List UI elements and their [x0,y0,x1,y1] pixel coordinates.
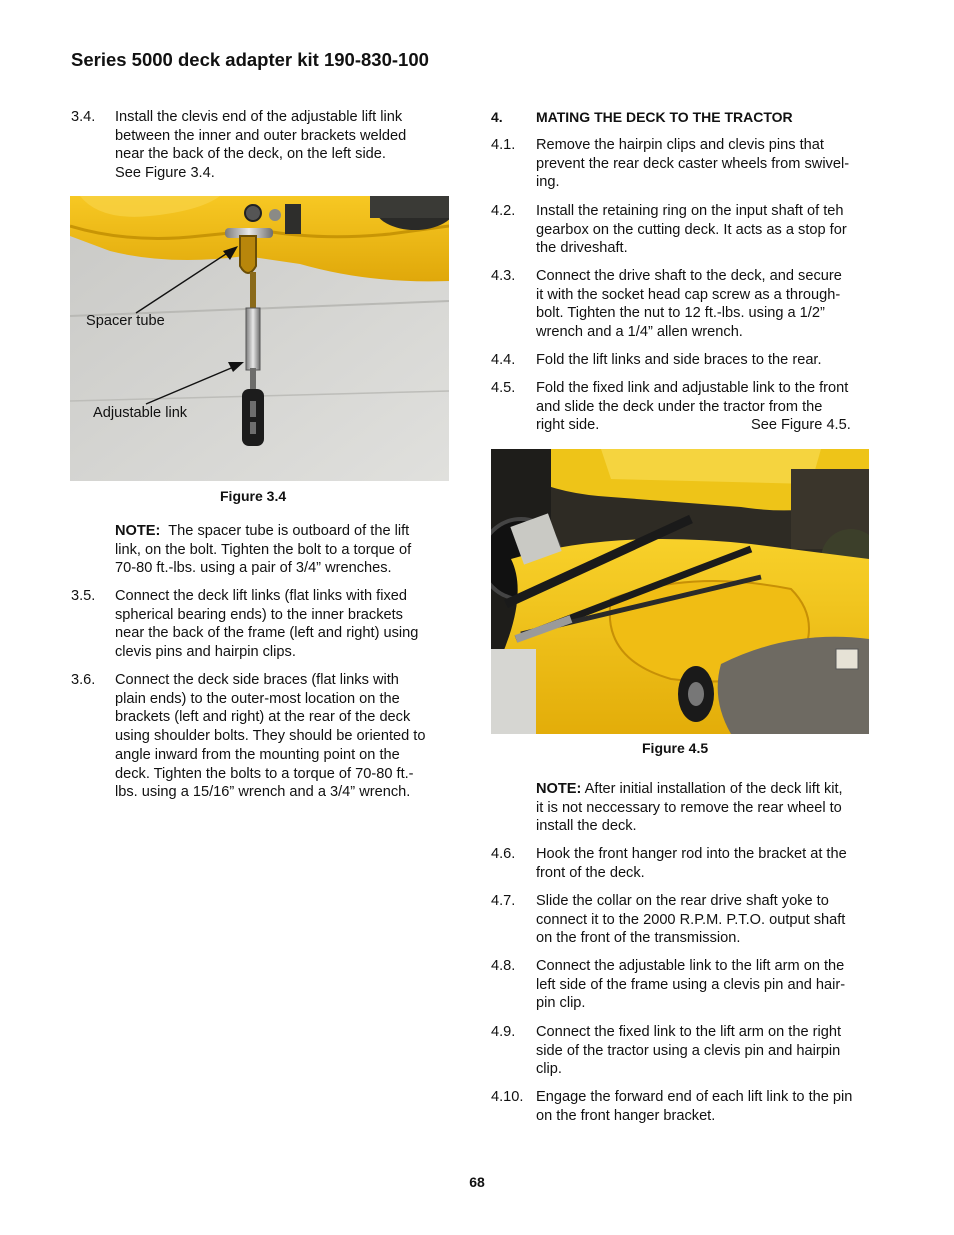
step-number: 4.5. [491,380,516,396]
step-text-line: plain ends) to the outer-most location on the [115,690,400,707]
step-text-line: gearbox on the cutting deck. It acts as a stop for [536,221,847,238]
step-text-line: Connect the deck lift links (flat links with fixed [115,588,407,604]
step-text-line: brackets (left and right) at the rear of the deck [115,709,411,726]
step-number: 4.2. [491,203,516,219]
note-text-line: install the deck. [536,818,637,835]
step-text-line: clevis pins and hairpin clips. [115,644,296,661]
step-text-line: deck. Tighten the bolts to a torque of 70-80 ft.- [115,765,414,782]
figure-3-4-caption: Figure 3.4 [220,488,287,504]
step-text-line: pin clip. [536,995,586,1012]
step-text-line: spherical bearing ends) to the inner brackets [115,606,403,623]
step-number: 3.5. [71,588,96,604]
note-4-5 [536,780,876,836]
note-text-line: The spacer tube is outboard of the lift [168,523,410,539]
step-text-line: Connect the deck side braces (flat links with [115,672,399,688]
step-text-line: Remove the hairpin clips and clevis pins that [536,137,824,153]
note-text-line: it is not neccessary to remove the rear wheel to [536,799,842,816]
step-text-line: Engage the forward end of each lift link to the pin [536,1089,853,1105]
note-text-line: link, on the bolt. Tighten the bolt to a torque of [115,541,412,558]
step-text-line: angle inward from the mounting point on the [115,746,400,763]
step-number: 4.6. [491,846,516,862]
note-label: NOTE: [115,523,161,539]
step-text-line: near the back of the frame (left and right) using [115,625,419,642]
step-text-line: and slide the deck under the tractor from the [536,398,823,415]
step-text-line: on the front of the transmission. [536,930,741,947]
figure-4-5-caption: Figure 4.5 [642,740,709,756]
note-3-4 [115,522,455,578]
step-text-line: Fold the lift links and side braces to the rear. [536,352,822,368]
step-text-line: Slide the collar on the rear drive shaft yoke to [536,893,829,909]
section-number: 4. [491,109,503,125]
step-text-line: Connect the drive shaft to the deck, and secure [536,268,842,284]
page-title: Series 5000 deck adapter kit 190-830-100 [71,49,429,70]
step-number: 4.7. [491,893,516,909]
note-text-line: After initial installation of the deck lift kit, [584,781,843,797]
see-figure-ref: See Figure 4.5. [751,417,851,434]
step-text-line: Install the retaining ring on the input shaft of teh [536,203,844,219]
step-text-line: on the front hanger bracket. [536,1107,716,1124]
step-number: 4.3. [491,268,516,284]
step-text-line: it with the socket head cap screw as a through- [536,286,841,303]
step-number: 4.4. [491,352,516,368]
step-text-line: Fold the fixed link and adjustable link to the front [536,380,849,396]
step-text-line: Hook the front hanger rod into the bracket at the [536,846,847,862]
step-number: 4.10. [491,1089,524,1105]
note-label: NOTE: [536,781,582,797]
step-text-line: front of the deck. [536,864,645,881]
note-text-line: 70-80 ft.-lbs. using a pair of 3/4” wrenches. [115,560,392,577]
figure-4-5-photo [491,449,869,734]
step-number: 4.1. [491,137,516,153]
step-text-line: connect it to the 2000 R.P.M. P.T.O. output shaft [536,911,846,928]
step-text-line: bolt. Tighten the nut to 12 ft.-lbs. using a 1/2” [536,305,825,322]
step-text-line: right side. [536,417,600,434]
step-number: 3.4. [71,109,96,125]
page-number: 68 [469,1174,485,1190]
spacer-tube-label: Spacer tube [86,313,165,329]
step-number: 3.6. [71,672,96,688]
step-text-line: side of the tractor using a clevis pin and hairpin [536,1042,841,1059]
step-text-line: ing. [536,174,560,191]
step-number: 4.8. [491,958,516,974]
step-text-line: using shoulder bolts. They should be oriented to [115,728,426,745]
step-text-line: the driveshaft. [536,240,628,257]
step-text-line: lbs. using a 15/16” wrench and a 3/4” wrench. [115,784,411,801]
step-text-line: between the inner and outer brackets welded [115,127,407,144]
step-text-line: clip. [536,1061,562,1078]
step-text-line: Connect the fixed link to the lift arm on the right [536,1024,842,1040]
step-text-line: Connect the adjustable link to the lift arm on the [536,958,845,974]
step-3-4 [71,108,451,188]
adjustable-link-label: Adjustable link [93,405,188,421]
step-text-line: prevent the rear deck caster wheels from swivel- [536,155,850,172]
figure-3-4-photo [70,196,449,481]
step-text-line: near the back of the deck, on the left side. [115,146,386,163]
step-number: 4.9. [491,1024,516,1040]
step-text-line: wrench and a 1/4” allen wrench. [536,324,743,341]
step-text-line: Install the clevis end of the adjustable lift link [115,109,403,125]
section-title: MATING THE DECK TO THE TRACTOR [536,109,793,125]
step-text-line: See Figure 3.4. [115,165,215,182]
step-text-line: left side of the frame using a clevis pin and hair- [536,976,846,993]
